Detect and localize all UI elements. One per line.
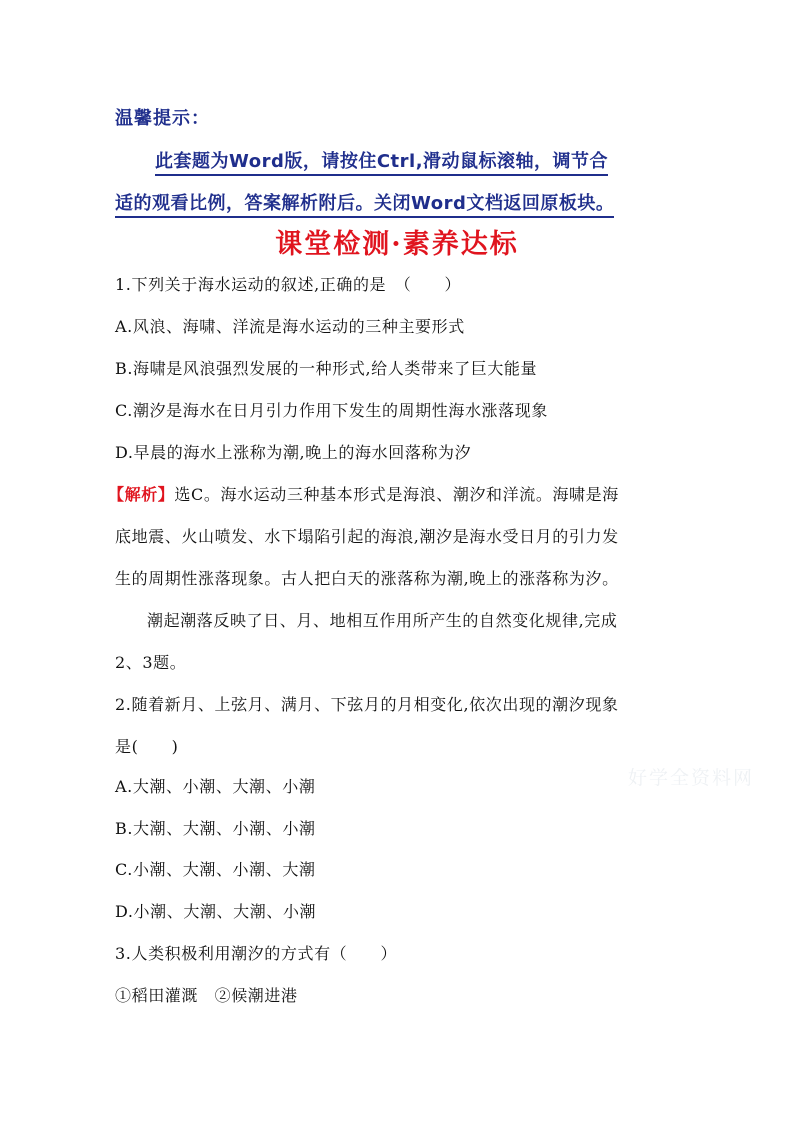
tip-line-2: 适的观看比例，答案解析附后。关闭Word文档返回原板块。	[115, 189, 614, 218]
question-2-option-b: B.大潮、大潮、小潮、小潮	[115, 819, 316, 838]
intro-line-1: 潮起潮落反映了日、月、地相互作用所产生的自然变化规律,完成	[147, 611, 618, 630]
question-2-option-c: C.小潮、大潮、小潮、大潮	[115, 860, 316, 879]
watermark: 好学全资料网	[628, 767, 755, 789]
question-1-stem: 1.下列关于海水运动的叙述,正确的是 （ ）	[115, 275, 462, 294]
question-2-option-a: A.大潮、小潮、大潮、小潮	[115, 777, 316, 796]
question-2-stem-line-2: 是( )	[115, 737, 179, 756]
tip-heading: 温馨提示：	[115, 108, 210, 129]
question-3-items: ①稻田灌溉 ②候潮进港	[115, 986, 298, 1005]
question-1-option-a: A.风浪、海啸、洋流是海水运动的三种主要形式	[115, 317, 465, 336]
intro-line-2: 2、3题。	[115, 653, 187, 672]
analysis-tag: 【解析】	[108, 485, 175, 504]
question-3-stem: 3.人类积极利用潮汐的方式有（ ）	[115, 944, 398, 963]
analysis-text-1: 选C。海水运动三种基本形式是海浪、潮汐和洋流。海啸是海	[174, 485, 619, 504]
section-title: 课堂检测·素养达标	[275, 229, 519, 260]
question-1-option-b: B.海啸是风浪强烈发展的一种形式,给人类带来了巨大能量	[115, 359, 538, 378]
analysis-line-3: 生的周期性涨落现象。古人把白天的涨落称为潮,晚上的涨落称为汐。	[115, 569, 619, 588]
analysis-line-1	[108, 482, 619, 505]
question-2-stem-line-1: 2.随着新月、上弦月、满月、下弦月的月相变化,依次出现的潮汐现象	[115, 695, 619, 714]
tip-line-1: 此套题为Word版，请按住Ctrl,滑动鼠标滚轴，调节合	[155, 147, 608, 176]
question-2-option-d: D.小潮、大潮、大潮、小潮	[115, 902, 317, 921]
analysis-line-2: 底地震、火山喷发、水下塌陷引起的海浪,潮汐是海水受日月的引力发	[115, 527, 619, 546]
question-1-option-d: D.早晨的海水上涨称为潮,晚上的海水回落称为汐	[115, 443, 472, 462]
question-1-option-c: C.潮汐是海水在日月引力作用下发生的周期性海水涨落现象	[115, 401, 548, 420]
